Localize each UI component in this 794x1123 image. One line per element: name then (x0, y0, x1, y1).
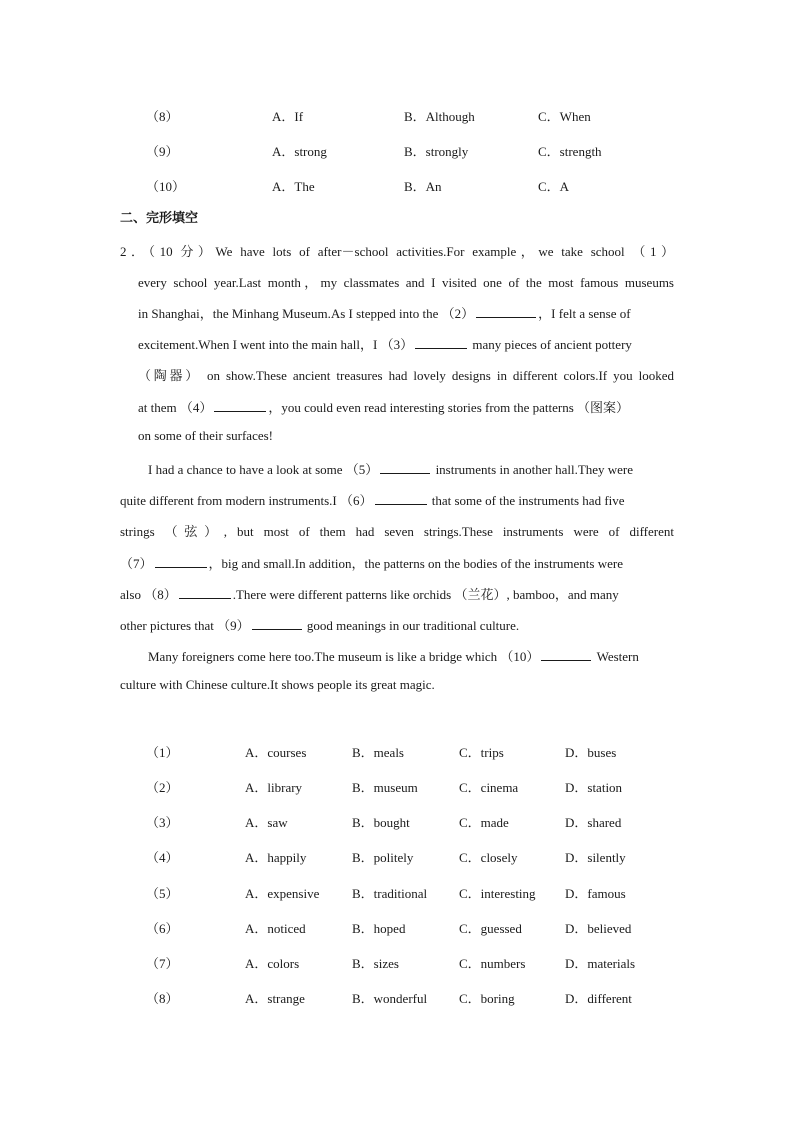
passage-line: 2．（10 分）We have lots of after－school activities.For example，we take school （1） (120, 244, 674, 259)
answer-blank (155, 556, 207, 568)
answer-blank (415, 337, 467, 349)
option-c: C．closely (459, 850, 518, 865)
option-c: C．cinema (459, 780, 519, 795)
option-number: （8） (146, 991, 179, 1006)
option-number: （8） (146, 109, 179, 124)
option-row (0, 742, 794, 762)
option-row (0, 812, 794, 832)
answer-blank (380, 462, 430, 474)
option-c: C．A (538, 179, 570, 194)
option-row (0, 847, 794, 867)
option-c: C．interesting (459, 886, 536, 901)
passage-line: culture with Chinese culture.It shows people its great magic. (120, 677, 435, 692)
option-number: （1） (146, 745, 179, 760)
option-b: B．wonderful (352, 991, 428, 1006)
option-d: D．buses (565, 745, 617, 760)
prev-option-row (0, 141, 794, 161)
prev-option-row (0, 176, 794, 196)
answer-blank (252, 618, 302, 630)
answer-blank (476, 306, 536, 318)
option-row (0, 988, 794, 1008)
option-a: A．library (245, 780, 303, 795)
passage-line: I had a chance to have a look at some （5） instruments in another hall.They were (148, 462, 634, 477)
option-row (0, 777, 794, 797)
option-b: B．museum (352, 780, 418, 795)
option-a: A．courses (245, 745, 307, 760)
option-a: A．happily (245, 850, 307, 865)
option-number: （9） (146, 144, 179, 159)
option-b: B．sizes (352, 956, 399, 971)
option-b: B．hoped (352, 921, 406, 936)
option-a: A．If (272, 109, 304, 124)
option-c: C．strength (538, 144, 602, 159)
option-d: D．station (565, 780, 623, 795)
option-a: A．colors (245, 956, 300, 971)
option-d: D．famous (565, 886, 626, 901)
option-c: C．numbers (459, 956, 526, 971)
answer-blank (214, 400, 266, 412)
option-a: A．The (272, 179, 315, 194)
option-a: A．saw (245, 815, 288, 830)
option-d: D．shared (565, 815, 622, 830)
option-b: B．An (404, 179, 442, 194)
option-number: （3） (146, 815, 179, 830)
passage-line: every school year.Last month，my classmates and I visited one of the most famous museums (138, 275, 674, 290)
passage-line: quite different from modern instruments.I （6） that some of the instruments had five (120, 493, 625, 508)
option-number: （2） (146, 780, 179, 795)
passage-line: other pictures that （9） good meanings in our traditional culture. (120, 618, 520, 633)
passage-line: on some of their surfaces! (138, 428, 274, 443)
option-row (0, 918, 794, 938)
option-b: B．traditional (352, 886, 428, 901)
option-row (0, 883, 794, 903)
answer-blank (375, 493, 427, 505)
option-c: C．made (459, 815, 509, 830)
option-b: B．bought (352, 815, 410, 830)
passage-line: at them （4） ，you could even read interesting stories from the patterns （图案） (138, 400, 630, 415)
option-row (0, 953, 794, 973)
option-d: D．materials (565, 956, 636, 971)
option-a: A．noticed (245, 921, 306, 936)
option-d: D．silently (565, 850, 626, 865)
option-c: C．boring (459, 991, 515, 1006)
option-c: C．When (538, 109, 591, 124)
option-number: （6） (146, 921, 179, 936)
option-a: A．strange (245, 991, 305, 1006)
option-b: B．meals (352, 745, 404, 760)
answer-blank (541, 649, 591, 661)
passage-line: in Shanghai，the Minhang Museum.As I stepped into the （2） ，I felt a sense of (138, 306, 631, 321)
passage-line: strings （弦）, but most of them had seven strings.These instruments were of different (120, 524, 674, 539)
passage-line: （7） ，big and small.In addition，the patterns on the bodies of the instruments were (120, 556, 623, 571)
option-number: （5） (146, 886, 179, 901)
option-b: B．politely (352, 850, 414, 865)
option-a: A．strong (272, 144, 327, 159)
passage-line: （陶器） on show.These ancient treasures had lovely designs in different colors.If you looked (138, 368, 674, 383)
option-d: D．different (565, 991, 632, 1006)
option-b: B．strongly (404, 144, 469, 159)
option-a: A．expensive (245, 886, 320, 901)
option-c: C．trips (459, 745, 504, 760)
option-d: D．believed (565, 921, 632, 936)
section-title: 二、完形填空 (120, 211, 199, 226)
answer-blank (179, 587, 231, 599)
option-b: B．Although (404, 109, 475, 124)
passage-line: Many foreigners come here too.The museum is like a bridge which （10） Western (148, 649, 639, 664)
prev-option-row (0, 106, 794, 126)
passage-line: excitement.When I went into the main hall，I （3） many pieces of ancient pottery (138, 337, 632, 352)
passage-line: also （8） .There were different patterns like orchids （兰花）, bamboo，and many (120, 587, 619, 602)
option-c: C．guessed (459, 921, 522, 936)
option-number: （7） (146, 956, 179, 971)
option-number: （4） (146, 850, 179, 865)
option-number: （10） (146, 179, 186, 194)
